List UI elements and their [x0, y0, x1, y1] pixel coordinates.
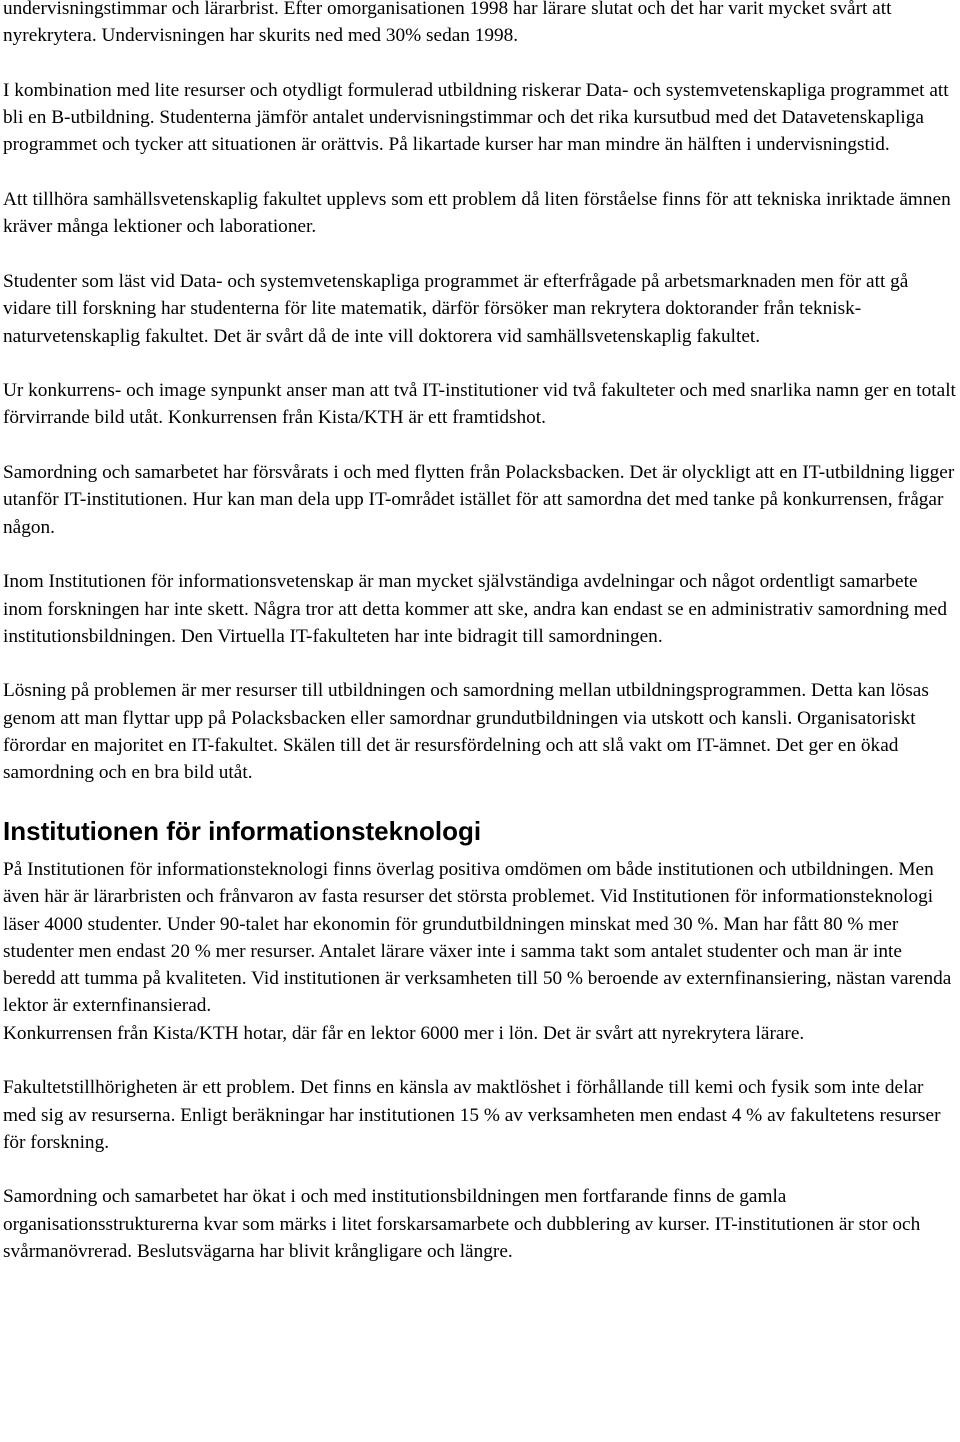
paragraph-konkurrens-image: Ur konkurrens- och image synpunkt anser man att två IT-institutioner vid två fakulteter och med snarlika namn ger en totalt förvirrande bild utåt. Konkurrensen från Kista/KTH är ett framtidshot. [3, 380, 956, 429]
document-page [3, 0, 958, 1293]
paragraph-losning: Lösning på problemen är mer resurser till utbildningen och samordning mellan utbildningsprogrammen. Detta kan lösas genom att man flyttar upp på Polacksbacken eller samordnar grundutbildningen via utskott och kansli. Organisatoriskt förordar en majoritet en IT-fakultet. Skälen till det är resursfördelning och att slå vakt om IT-ämnet. Det ger en ökad samordning och en bra bild utåt. [3, 680, 929, 784]
paragraph-b-utbildning: I kombination med lite resurser och otydligt formulerad utbildning riskerar Data- och systemvetenskapliga programmet att bli en B-utbildning. Studenterna jämför antalet undervisningstimmar och det rika kursutbud med det Datavetenskapliga programmet och tycker att situationen är orättvis. På likartade kurser har man mindre än hälften i undervisningstid. [3, 79, 949, 156]
paragraph-arbetsmarknad: Studenter som läst vid Data- och systemvetenskapliga programmet är efterfrågade på arbetsmarknaden men för att gå vidare till forskning har studenterna för lite matematik, därför försöker man rekrytera doktorander från teknisk-naturvetenskaplig fakultet. Det är svårt då de inte vill doktorera vid samhällsvetenskaplig fakultet. [3, 270, 909, 347]
paragraph-informationsvetenskap: Inom Institutionen för informationsvetenskap är man mycket självständiga avdelningar och något ordentligt samarbete inom forskningen har inte skett. Några tror att detta kommer att ske, andra kan endast se en administrativ samordning med institutionsbildningen. Den Virtuella IT-fakulteten har inte bidragit till samordningen. [3, 571, 947, 647]
paragraph-samhallsvetenskaplig-fakultet: Att tillhöra samhällsvetenskaplig fakultet upplevs som ett problem då liten förståelse finns för att tekniska inriktade ämnen kräver många lektioner och laborationer. [3, 189, 951, 238]
section-heading: Institutionen för informationsteknologi [3, 815, 482, 846]
paragraph-omdomen: På Institutionen för informationsteknologi finns överlag positiva omdömen om både institutionen och utbildningen. Men även här är lärarbristen och frånvaron av fasta resurser det största problemet. Vid Institutionen för informationsteknologi läser 4000 studenter. Under 90-talet har ekonomin för grundutbildningen minskat med 30 %. Man har fått 80 % mer studenter men endast 20 % mer resurser. Antalet lärare växer inte i samma takt som antalet studenter och man är inte beredd att tumma på kvaliteten. Vid institutionen är verksamheten till 50 % beroende av externfinansiering, nästan varenda lektor är externfinansierad. [3, 858, 952, 1017]
paragraph-lararbrist: undervisningstimmar och lärarbrist. Efter omorganisationen 1998 har lärare slutat och det har varit mycket svårt att nyrekrytera. Undervisningen har skurits ned med 30% sedan 1998. [3, 0, 892, 47]
paragraph-samordning-polacksbacken: Samordning och samarbetet har försvårats i och med flytten från Polacksbacken. Det är olyckligt att en IT-utbildning ligger utanför IT-institutionen. Hur kan man dela upp IT-området istället för att samordna det med tanke på konkurrensen, frågar någon. [3, 462, 955, 538]
paragraph-samordning-institutionsbildning: Samordning och samarbetet har ökat i och med institutionsbildningen men fortfarande finns de gamla organisationsstrukturerna kvar som märks i litet forskarsamarbete och dubblering av kurser. IT-institutionen är stor och svårmanövrerad. Beslutsvägarna har blivit krångligare och längre. [3, 1186, 921, 1263]
paragraph-fakultetstillhorighet: Fakultetstillhörigheten är ett problem. Det finns en känsla av maktlöshet i förhållande till kemi och fysik som inte delar med sig av resurserna. Enligt beräkningar har institutionen 15 % av verksamheten men endast 4 % av fakultetens resurser för forskning. [3, 1077, 941, 1153]
paragraph-kista-kth: Konkurrensen från Kista/KTH hotar, där får en lektor 6000 mer i lön. Det är svårt att nyrekrytera lärare. [3, 1022, 805, 1044]
